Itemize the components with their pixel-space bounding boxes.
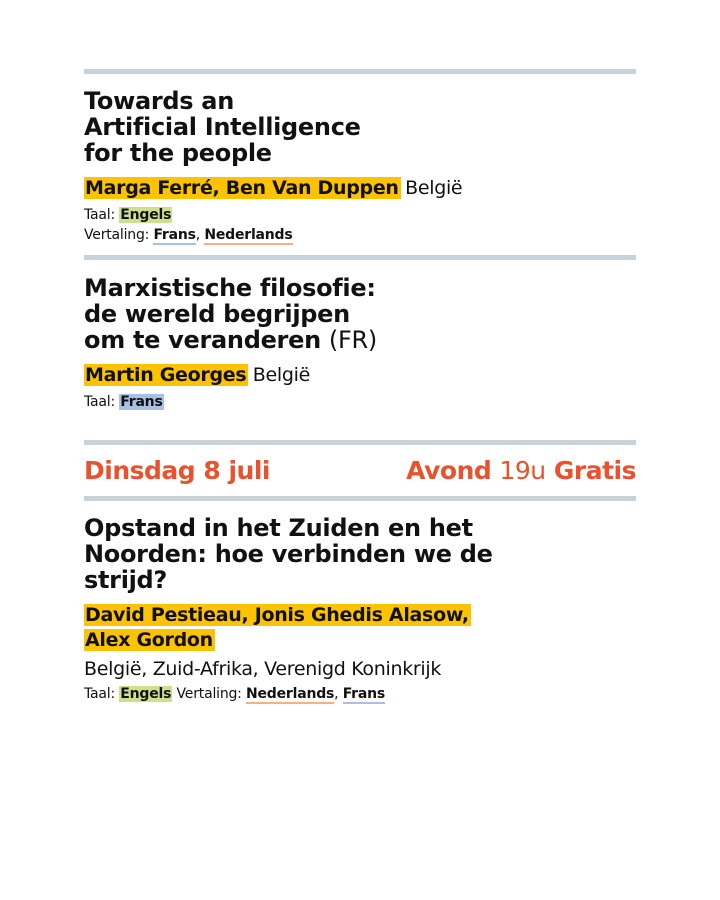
language-badge-french: Frans: [120, 394, 163, 410]
event-title: Opstand in het Zuiden en het Noorden: hoe verbinden we de strijd?: [84, 514, 493, 594]
period-label: Avond: [406, 456, 492, 485]
translation-row: Vertaling: Frans, Nederlands: [84, 227, 293, 243]
language-row: [84, 205, 644, 225]
divider: [84, 69, 636, 74]
day-label: Dinsdag 8 juli: [84, 456, 270, 485]
event-1: [84, 88, 644, 245]
translation-french: Frans: [153, 227, 196, 243]
divider: [84, 496, 636, 501]
speaker-row: [84, 176, 644, 201]
translation-french: Frans: [342, 686, 386, 702]
event-title: Marxistische filosofie: de wereld begrijpen om te veranderen (FR): [84, 274, 377, 354]
language-badge-english: Engels: [120, 207, 172, 223]
country: België, Zuid-Afrika, Verenigd Koninkrijk: [84, 658, 442, 680]
event-3: [84, 515, 644, 704]
language-tag: (FR): [328, 326, 377, 354]
event-title: Towards an Artificial Intelligence for the people: [84, 87, 361, 167]
divider: [84, 255, 636, 260]
day-header: [84, 456, 636, 490]
translation-label: Vertaling:: [84, 227, 150, 243]
speakers: David Pestieau, Jonis Ghedis Alasow, Alex Gordon: [85, 604, 469, 651]
language-label: Taal:: [84, 686, 115, 702]
translation-dutch: Nederlands: [245, 686, 335, 702]
price-label: Gratis: [553, 456, 636, 485]
country: België: [252, 364, 311, 386]
divider: [84, 440, 636, 445]
time-label: 19u: [499, 456, 546, 485]
speakers: Marga Ferré, Ben Van Duppen: [85, 177, 399, 199]
session-info: [406, 456, 636, 485]
event-2: [84, 275, 644, 412]
speakers: Martin Georges: [85, 364, 247, 386]
country: België: [405, 177, 463, 199]
language-badge-english: Engels: [120, 686, 172, 702]
language-label: Taal:: [84, 207, 115, 223]
language-row: [84, 392, 644, 412]
language-label: Taal:: [84, 394, 115, 410]
translation-label: Vertaling:: [176, 686, 242, 702]
speaker-row: [84, 363, 644, 388]
translation-dutch: Nederlands: [204, 227, 293, 243]
speaker-row: [84, 603, 644, 653]
language-row: Taal: Engels Vertaling: Nederlands, Frans: [84, 686, 386, 702]
